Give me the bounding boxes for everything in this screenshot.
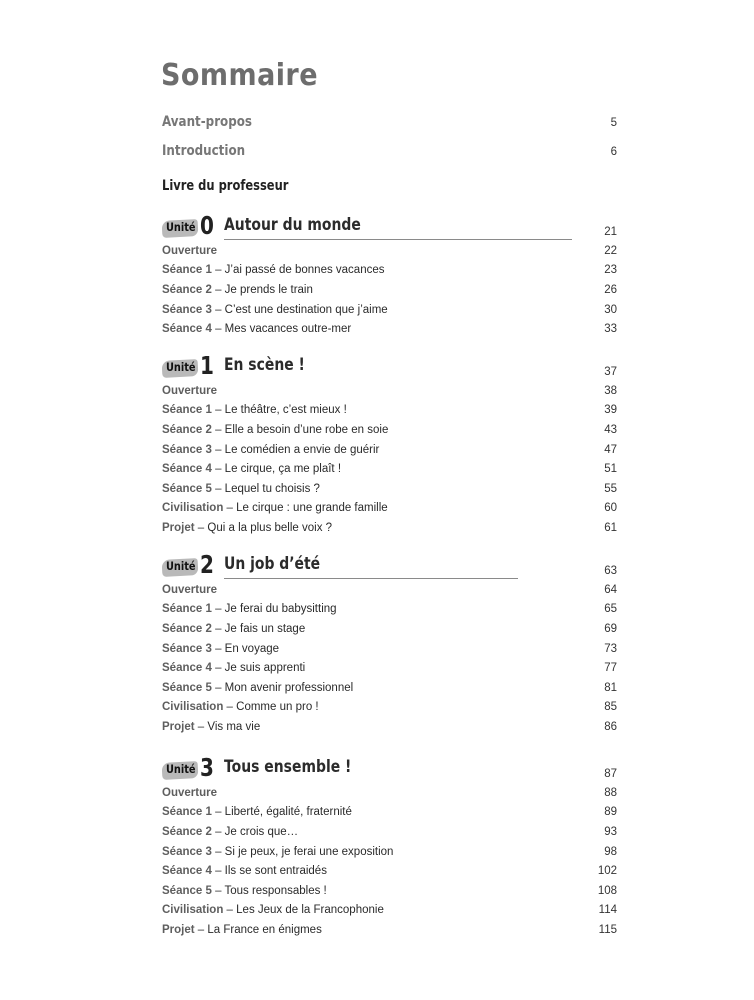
toc-entry-separator: – — [211, 323, 225, 336]
toc-entry-text — [162, 721, 260, 733]
toc-entry-label: Avant-propos — [162, 114, 253, 130]
toc-entry[interactable] — [162, 479, 617, 499]
unit-badge-label: Unité — [166, 559, 196, 573]
toc-entry[interactable] — [162, 600, 617, 620]
toc-entry[interactable] — [162, 580, 617, 600]
unit-title-underline — [224, 578, 518, 579]
toc-entry[interactable] — [162, 698, 617, 718]
toc-entry[interactable] — [162, 619, 617, 639]
toc-page-number: 43 — [604, 423, 617, 436]
unit-title: Autour du monde — [224, 215, 361, 235]
toc-entry-title: Mon avenir professionnel — [224, 681, 354, 694]
toc-entry-text — [162, 846, 393, 858]
toc-entry-kind: Séance 3 — [162, 303, 212, 316]
toc-entry-text — [162, 787, 217, 799]
unit-title: Un job d’été — [224, 554, 321, 574]
toc-page-number: 77 — [604, 662, 617, 675]
toc-entry-kind: Séance 1 — [162, 603, 212, 616]
unit-header-2[interactable] — [162, 551, 617, 583]
toc-entry-text — [162, 865, 327, 877]
toc-entry-text — [162, 284, 313, 296]
toc-page-number: 73 — [604, 642, 617, 655]
unit-header-0[interactable] — [162, 212, 617, 244]
unit-number: 1 — [200, 351, 214, 380]
toc-entry-text — [162, 643, 279, 655]
toc-entry-title: Le cirque : une grande famille — [236, 502, 388, 515]
toc-page-number: 22 — [604, 244, 617, 257]
toc-entry-title: Lequel tu choisis ? — [224, 482, 320, 495]
toc-entry-title: Je crois que… — [224, 825, 299, 838]
toc-entry[interactable] — [162, 459, 617, 479]
toc-entry[interactable] — [162, 381, 617, 401]
toc-entry-separator: – — [211, 825, 225, 838]
toc-entry-kind: Séance 5 — [162, 482, 212, 495]
toc-entry[interactable] — [162, 280, 617, 300]
toc-entry[interactable] — [162, 300, 617, 320]
toc-entry-title: En voyage — [224, 642, 280, 655]
toc-entry[interactable] — [162, 658, 617, 678]
toc-entry[interactable] — [162, 499, 617, 519]
toc-page-number: 93 — [604, 825, 617, 838]
toc-entry-text — [162, 264, 385, 276]
toc-entry-separator: – — [194, 521, 208, 534]
toc-entry-title: Elle a besoin d’une robe en soie — [224, 423, 389, 436]
toc-entry-kind: Ouverture — [162, 244, 217, 257]
toc-entry-separator: – — [211, 283, 225, 296]
toc-entry-text — [162, 522, 332, 534]
toc-entry[interactable] — [162, 440, 617, 460]
toc-entry-separator: – — [211, 603, 225, 616]
toc-entry[interactable] — [162, 241, 617, 261]
toc-entry-title: Qui a la plus belle voix ? — [207, 521, 333, 534]
toc-entry-separator: – — [211, 845, 225, 858]
toc-entry-text — [162, 826, 298, 838]
toc-entry-kind: Séance 3 — [162, 642, 212, 655]
toc-entry-text — [162, 323, 351, 335]
toc-entry-title: Je fais un stage — [224, 622, 306, 635]
toc-entry-kind: Ouverture — [162, 786, 217, 799]
toc-entry-kind: Séance 2 — [162, 825, 212, 838]
toc-entry-separator: – — [211, 865, 225, 878]
toc-entry-kind: Séance 4 — [162, 865, 212, 878]
toc-page-number: 81 — [604, 681, 617, 694]
toc-entry-kind: Séance 2 — [162, 283, 212, 296]
toc-entry-separator: – — [211, 681, 225, 694]
toc-entry-separator: – — [194, 923, 208, 936]
toc-page-number: 5 — [610, 117, 617, 129]
toc-entry-text — [162, 682, 353, 694]
unit-number: 2 — [200, 550, 214, 579]
unit-entries-1 — [162, 381, 617, 538]
toc-entry[interactable] — [162, 920, 617, 940]
toc-entry-separator: – — [223, 701, 237, 714]
toc-page-number: 86 — [604, 720, 617, 733]
toc-entry-text — [162, 662, 305, 674]
toc-entry-text — [162, 245, 217, 257]
toc-entry-title: Le cirque, ça me plaît ! — [224, 463, 342, 476]
toc-entry-title: Je prends le train — [224, 283, 313, 296]
toc-entry-title: La France en énigmes — [207, 923, 322, 936]
unit-badge-label: Unité — [166, 220, 196, 234]
unit-header-1[interactable] — [162, 352, 617, 384]
toc-entry-kind: Projet — [162, 923, 195, 936]
toc-entry-separator: – — [211, 264, 225, 277]
toc-entry-text — [162, 885, 327, 897]
toc-entry-kind: Séance 1 — [162, 806, 212, 819]
toc-page-number: 64 — [604, 583, 617, 596]
toc-entry-text — [162, 304, 388, 316]
toc-entry-kind: Séance 4 — [162, 463, 212, 476]
toc-page-number: 102 — [597, 865, 617, 878]
toc-entry-label: Introduction — [162, 143, 246, 159]
section-heading: Livre du professeur — [162, 178, 289, 194]
toc-page-number: 39 — [604, 404, 617, 417]
page-title: Sommaire — [161, 58, 318, 93]
toc-page-number: 26 — [604, 283, 617, 296]
toc-entry[interactable] — [162, 842, 617, 862]
toc-entry-title: C’est une destination que j’aime — [224, 303, 388, 316]
toc-page-number: 65 — [604, 603, 617, 616]
toc-entry[interactable] — [162, 261, 617, 281]
toc-entry-kind: Séance 1 — [162, 404, 212, 417]
toc-entry-title: Tous responsables ! — [224, 884, 327, 897]
toc-entry-title: Comme un pro ! — [236, 701, 319, 714]
toc-entry-title: Vis ma vie — [207, 720, 261, 733]
toc-page-number: 51 — [604, 463, 617, 476]
toc-entry[interactable] — [162, 881, 617, 901]
toc-entry[interactable] — [162, 861, 617, 881]
unit-page-number: 37 — [604, 366, 617, 378]
unit-badge-label: Unité — [166, 360, 196, 374]
toc-entry-text — [162, 904, 384, 916]
toc-entry-separator: – — [211, 884, 225, 897]
toc-page-number: 89 — [604, 806, 617, 819]
toc-entry-separator: – — [211, 662, 225, 675]
toc-entry[interactable] — [162, 319, 617, 339]
toc-page-number: 60 — [604, 502, 617, 515]
toc-entry-title: Je ferai du babysitting — [224, 603, 337, 616]
toc-page-number: 30 — [604, 303, 617, 316]
toc-page-number: 88 — [604, 786, 617, 799]
toc-page-number: 38 — [604, 384, 617, 397]
toc-entry-title: Si je peux, je ferai une exposition — [224, 845, 394, 858]
toc-entry-separator: – — [211, 622, 225, 635]
unit-title-underline — [224, 239, 572, 240]
toc-entry-separator: – — [211, 482, 225, 495]
toc-entry-text — [162, 584, 217, 596]
unit-entries-3 — [162, 783, 617, 940]
toc-entry-kind: Séance 4 — [162, 323, 212, 336]
unit-page-number: 21 — [604, 226, 617, 238]
unit-entries-0 — [162, 241, 617, 339]
toc-entry-title: Le comédien a envie de guérir — [224, 443, 380, 456]
toc-entry-kind: Séance 3 — [162, 443, 212, 456]
unit-number: 0 — [200, 211, 214, 240]
unit-title: Tous ensemble ! — [224, 757, 352, 777]
toc-entry-kind: Ouverture — [162, 583, 217, 596]
toc-entry-separator: – — [211, 806, 225, 819]
toc-entry[interactable] — [162, 822, 617, 842]
toc-page-number: 47 — [604, 443, 617, 456]
toc-entry-text — [162, 463, 341, 475]
toc-entry[interactable] — [162, 901, 617, 921]
toc-entry-kind: Séance 2 — [162, 423, 212, 436]
toc-entry-text — [162, 806, 352, 818]
toc-entry-text — [162, 623, 305, 635]
toc-entry-kind: Séance 3 — [162, 845, 212, 858]
toc-page-number: 6 — [610, 146, 617, 158]
toc-entry[interactable] — [162, 717, 617, 737]
toc-entry[interactable] — [162, 803, 617, 823]
unit-header-3[interactable] — [162, 754, 617, 786]
unit-badge-label: Unité — [166, 762, 196, 776]
toc-page-number: 98 — [604, 845, 617, 858]
toc-page-number: 61 — [604, 521, 617, 534]
toc-entry[interactable] — [162, 783, 617, 803]
toc-page-number: 108 — [597, 884, 617, 897]
toc-entry-kind: Séance 4 — [162, 662, 212, 675]
toc-entry-text — [162, 603, 337, 615]
toc-entry-separator: – — [223, 904, 237, 917]
toc-entry-title: Liberté, égalité, fraternité — [224, 806, 352, 819]
toc-entry-separator: – — [211, 642, 225, 655]
toc-entry-text — [162, 385, 217, 397]
toc-entry-separator: – — [211, 404, 225, 417]
toc-entry-introduction[interactable] — [162, 143, 617, 163]
toc-page-number: 115 — [598, 923, 617, 936]
toc-entry-title: Les Jeux de la Francophonie — [236, 904, 384, 917]
toc-entry-kind: Séance 2 — [162, 622, 212, 635]
toc-entry-text — [162, 404, 347, 416]
toc-entry-title: Mes vacances outre-mer — [224, 323, 352, 336]
toc-entry[interactable] — [162, 639, 617, 659]
toc-entry-text — [162, 483, 320, 495]
toc-entry-kind: Civilisation — [162, 904, 224, 917]
toc-entry-text — [162, 701, 319, 713]
toc-entry-kind: Civilisation — [162, 502, 224, 515]
toc-entry-kind: Séance 5 — [162, 884, 212, 897]
toc-entry-kind: Civilisation — [162, 701, 224, 714]
toc-entry-kind: Ouverture — [162, 384, 217, 397]
toc-entry-separator: – — [211, 443, 225, 456]
toc-entry-kind: Séance 1 — [162, 264, 212, 277]
toc-entry-text — [162, 444, 379, 456]
toc-entry[interactable] — [162, 401, 617, 421]
unit-number: 3 — [200, 753, 214, 782]
toc-page-number: 33 — [604, 323, 617, 336]
toc-entry-kind: Séance 5 — [162, 681, 212, 694]
toc-entry-separator: – — [211, 423, 225, 436]
toc-page-number: 85 — [604, 701, 617, 714]
unit-page-number: 87 — [604, 768, 617, 780]
unit-title: En scène ! — [224, 355, 305, 375]
toc-entry-text — [162, 502, 388, 514]
toc-page-number: 114 — [598, 904, 617, 917]
toc-page-number: 69 — [604, 622, 617, 635]
toc-page-number: 23 — [604, 264, 617, 277]
toc-entry-separator: – — [211, 463, 225, 476]
toc-entry-title: Le théâtre, c’est mieux ! — [224, 404, 347, 417]
toc-entry[interactable] — [162, 420, 617, 440]
toc-entry-text — [162, 924, 322, 936]
toc-entry-kind: Projet — [162, 521, 195, 534]
toc-entry-title: Ils se sont entraidés — [224, 865, 327, 878]
unit-entries-2 — [162, 580, 617, 737]
toc-page-number: 55 — [604, 482, 617, 495]
toc-entry-separator: – — [223, 502, 237, 515]
toc-entry-separator: – — [211, 303, 225, 316]
toc-entry[interactable] — [162, 678, 617, 698]
toc-entry-title: J’ai passé de bonnes vacances — [224, 264, 385, 277]
toc-entry-title: Je suis apprenti — [224, 662, 306, 675]
unit-page-number: 63 — [604, 565, 617, 577]
toc-entry-text — [162, 424, 388, 436]
toc-entry-separator: – — [194, 720, 208, 733]
toc-entry-avant-propos[interactable] — [162, 114, 617, 134]
toc-entry[interactable] — [162, 518, 617, 538]
toc-entry-kind: Projet — [162, 720, 195, 733]
